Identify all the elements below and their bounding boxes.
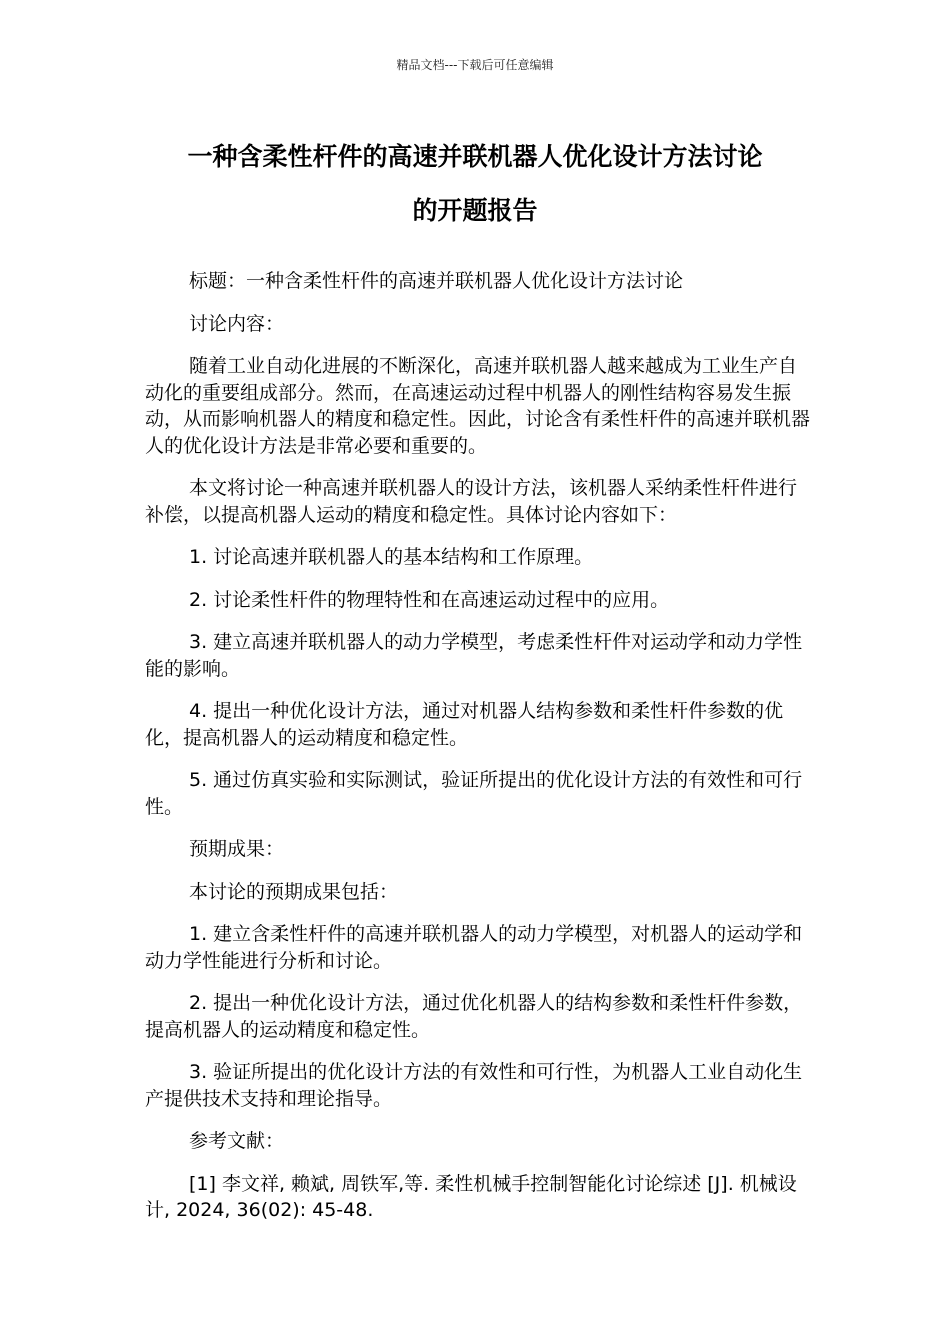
research-item-4: 4. 提出一种优化设计方法，通过对机器人结构参数和柔性杆件参数的优化，提高机器人的运动精度和稳定性。 bbox=[145, 700, 784, 749]
research-item-5: 5. 通过仿真实验和实际测试，验证所提出的优化设计方法的有效性和可行性。 bbox=[145, 769, 803, 818]
expected-result-1: 1. 建立含柔性杆件的高速并联机器人的动力学模型，对机器人的运动学和动力学性能进行分析和讨论。 bbox=[145, 923, 803, 972]
section-heading-expected-results: 预期成果： bbox=[189, 838, 285, 860]
document-body bbox=[145, 268, 810, 1240]
expected-result-2: 2. 提出一种优化设计方法，通过优化机器人的结构参数和柔性杆件参数，提高机器人的运动精度和稳定性。 bbox=[145, 992, 803, 1041]
section-heading-references: 参考文献： bbox=[189, 1130, 285, 1152]
paragraph-background: 随着工业自动化进展的不断深化，高速并联机器人越来越成为工业生产自动化的重要组成部分。然而，在高速运动过程中机器人的刚性结构容易发生振动，从而影响机器人的精度和稳定性。因此，讨论含有柔性杆件的高速并联机器人的优化设计方法是非常必要和重要的。 bbox=[145, 355, 811, 457]
title-line-1: 一种含柔性杆件的高速并联机器人优化设计方法讨论 bbox=[187, 142, 763, 171]
research-item-3: 3. 建立高速并联机器人的动力学模型，考虑柔性杆件对运动学和动力学性能的影响。 bbox=[145, 631, 803, 680]
reference-1: [1] 李文祥, 赖斌, 周铁军,等. 柔性机械手控制智能化讨论综述 [J]. 机械设计, 2024, 36(02): 45-48. bbox=[145, 1172, 797, 1221]
document-title bbox=[130, 130, 820, 238]
section-heading-research-content: 讨论内容： bbox=[189, 312, 285, 335]
expected-results-intro: 本讨论的预期成果包括： bbox=[189, 880, 399, 903]
header-note: 精品文档---下载后可任意编辑 bbox=[396, 58, 554, 72]
research-item-2: 2. 讨论柔性杆件的物理特性和在高速运动过程中的应用。 bbox=[189, 588, 670, 611]
paragraph-method-overview: 本文将讨论一种高速并联机器人的设计方法，该机器人采纳柔性杆件进行补偿，以提高机器人运动的精度和稳定性。具体讨论内容如下： bbox=[145, 477, 798, 526]
expected-result-3: 3. 验证所提出的优化设计方法的有效性和可行性，为机器人工业自动化生产提供技术支持和理论指导。 bbox=[145, 1061, 803, 1110]
title-line-2: 的开题报告 bbox=[412, 196, 538, 225]
research-item-1: 1. 讨论高速并联机器人的基本结构和工作原理。 bbox=[189, 546, 594, 568]
subject-line: 标题：一种含柔性杆件的高速并联机器人优化设计方法讨论 bbox=[189, 270, 684, 292]
